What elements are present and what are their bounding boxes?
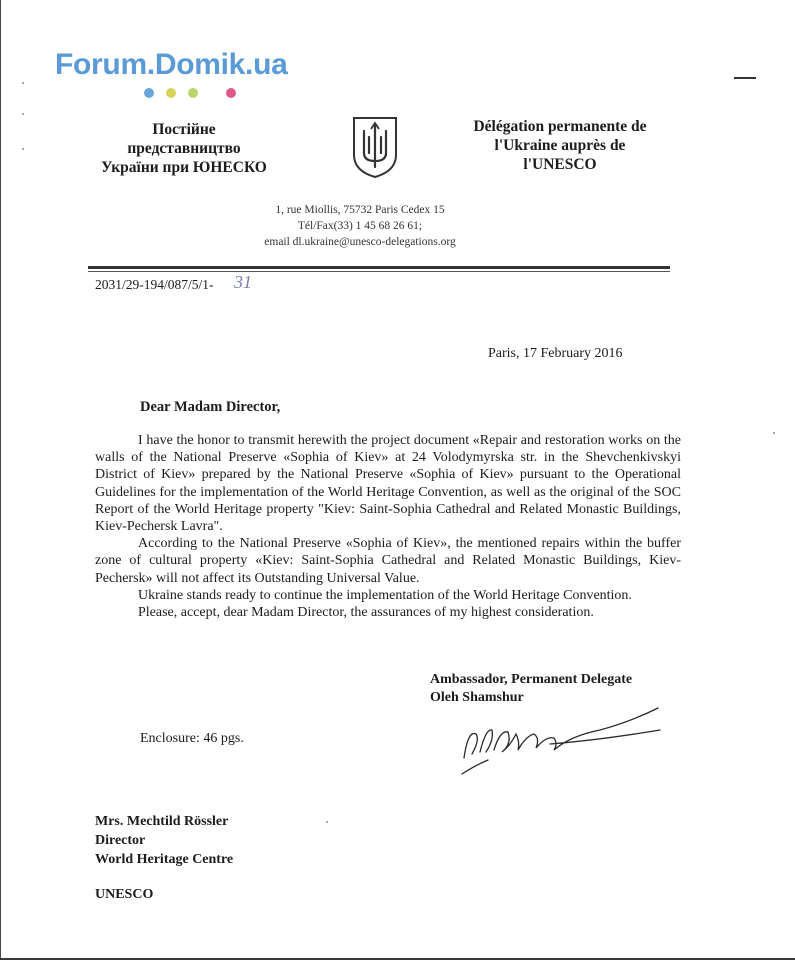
page-left-border [0,0,1,960]
scan-speck [22,113,24,115]
signatory-name: Oleh Shamshur [430,690,524,705]
closing-organization: UNESCO [95,887,154,902]
scan-speck [326,821,328,823]
address-line-1: 1, rue Miollis, 75732 Paris Cedex 15 [275,204,445,216]
address-line-2: Tél/Fax(33) 1 45 68 26 61; [297,220,423,232]
letter-date: Paris, 17 February 2016 [488,346,623,361]
enclosure-note: Enclosure: 46 pgs. [140,731,244,746]
trident-coat-of-arms-icon [350,115,400,179]
body-paragraph-2: According to the National Preserve «Sophia of Kiev», the mentioned repairs within the buffer zone of cultural property «Kiev: Saint-Sophia Cathedral and Related Monastic Buildings, Kiev-Pechersk» will not affect its Outstanding Universal Value. [95,536,681,586]
addressee-organization: World Heritage Centre [95,852,234,867]
watermark-text: Forum.Domik.ua [55,48,288,81]
reference-number: 2031/29-194/087/5/1- [95,277,214,292]
addressee-name: Mrs. Mechtild Rössler [95,814,229,829]
letterhead-ua-line-1: Постійне [152,121,216,138]
body-paragraph-4: Please, accept, dear Madam Director, the assurances of my highest consideration. [138,605,594,621]
contact-address [200,202,520,250]
address-email: email dl.ukraine@unesco-delegations.org [264,236,456,248]
letterhead-french [440,117,680,174]
letter-body [95,432,681,621]
addressee-role: Director [95,833,146,848]
watermark-dot-2 [166,88,176,98]
letterhead-fr-line-2: l'Ukraine auprès de [494,137,626,154]
scan-speck [22,82,24,84]
watermark-dot-3 [188,88,198,98]
body-paragraph-3: Ukraine stands ready to continue the implementation of the World Heritage Convention. [138,587,632,603]
scan-mark [734,77,756,79]
letterhead-divider-thin [88,271,670,272]
body-paragraph-1: I have the honor to transmit herewith the project document «Repair and restoration works on the walls of the National Preserve «Sophia of Kiev» at 24 Volodymyrska str. in the Shevchenkivskyi District of Kiev» prepared by the National Preserve «Sophia of Kiev» pursuant to the Operational Guidelines for the implementation of the World Heritage Convention, as well as the original of the SOC Report of the World Heritage property "Kiev: Saint-Sophia Cathedral and Related Monastic Buildings, Kiev-Pechersk Lavra". [95,433,681,535]
reference-handwritten: 31 [234,272,252,292]
addressee-block [95,812,233,869]
letterhead-ua-line-2: представництво [127,140,241,157]
letterhead-fr-line-3: l'UNESCO [523,156,597,173]
watermark-dot-4 [226,88,236,98]
letterhead-divider [88,266,670,269]
salutation: Dear Madam Director, [140,399,281,415]
handwritten-signature [450,700,665,780]
signatory-title: Ambassador, Permanent Delegate [430,672,633,687]
letterhead-fr-line-1: Délégation permanente de [473,118,647,135]
letterhead-ukrainian [70,120,298,177]
letterhead-ua-line-3: України при ЮНЕСКО [101,159,267,176]
scan-speck [773,432,775,434]
scan-speck [22,148,24,150]
watermark-dot-1 [144,88,154,98]
